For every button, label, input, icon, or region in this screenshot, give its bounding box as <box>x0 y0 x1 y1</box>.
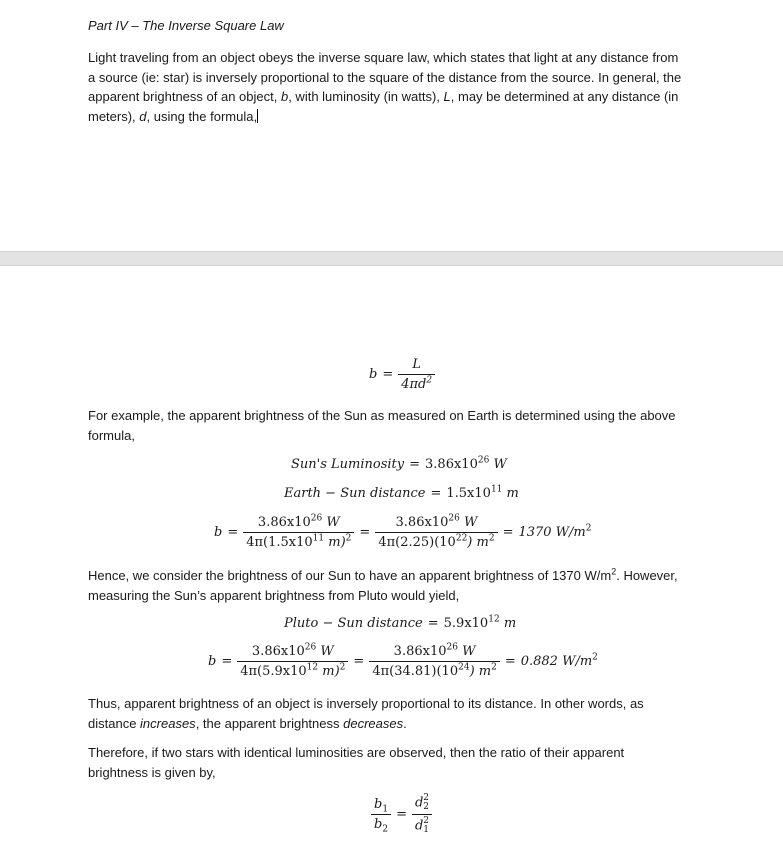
pluto-brightness-calculation: b = $\frac{3.86x10^{26} W}{4\pi(5.9x10^{12} m)^2}$ = $\frac{3.86x10^{26} W}{4\pi(34.81)(10^{24}) m^2}$ = 0.882 $W/m^2$ <box>208 642 598 679</box>
document-page-2 <box>0 266 783 845</box>
document-page-1 <box>0 0 783 251</box>
intro-line-2: a source (ie: star) is inversely proportional to the square of the distance from the source. In general, the <box>88 69 682 85</box>
text-cursor <box>257 109 258 123</box>
page-break-gap <box>0 251 783 266</box>
var-d: d <box>139 108 147 124</box>
intro-line-3: apparent brightness of an object, b, with luminosity (in watts), L, may be determined at any distance (in <box>88 89 679 104</box>
intro-paragraph[interactable] <box>88 48 710 126</box>
therefore-paragraph: Therefore, if two stars with identical luminosities are observed, then the ratio of their apparent brightness is given by, <box>88 745 625 780</box>
brightness-ratio-formula: $\frac{b_1}{b_2}$ = d 2 2 d 2 1 <box>371 794 432 835</box>
intro-line-1: Light traveling from an object obeys the inverse square law, which states that light at any distance from <box>88 50 679 65</box>
section-heading: Part IV – The Inverse Square Law <box>88 18 284 33</box>
inverse-square-formula: b = $\frac{L}{4\pi d^2}$ <box>369 357 435 392</box>
var-b: b <box>280 89 289 104</box>
intro-line-4: meters), d, using the formula, <box>88 108 258 124</box>
hence-paragraph: Hence, we consider the brightness of our Sun to have an apparent brightness of 1370 $W/m^2$. However, measuring the Sun’s apparent brightness from Pluto would yield, <box>88 566 678 603</box>
sun-brightness-calculation: b = $\frac{3.86x10^{26} W}{4\pi(1.5x10^{11} m)^2}$ = $\frac{3.86x10^{26} W}{4\pi(2.25)(10^{22}) m^2}$ = 1370 $W/m^2$ <box>214 513 592 550</box>
thus-paragraph: Thus, apparent brightness of an object is inversely proportional to its distance. In other words, as distance increases, the apparent brightness decreases. <box>88 696 644 731</box>
var-L: L <box>443 89 451 104</box>
pluto-sun-distance-line: Pluto − Sun distance = $5.9x10^{12}$ m <box>284 614 517 631</box>
example-paragraph: For example, the apparent brightness of the Sun as measured on Earth is determined using the above formula, <box>88 408 676 443</box>
sun-luminosity-line: Sun's Luminosity = $3.86x10^{26}$ W <box>291 455 507 472</box>
earth-sun-distance-line: Earth − Sun distance = $1.5x10^{11}$ m <box>284 484 519 501</box>
